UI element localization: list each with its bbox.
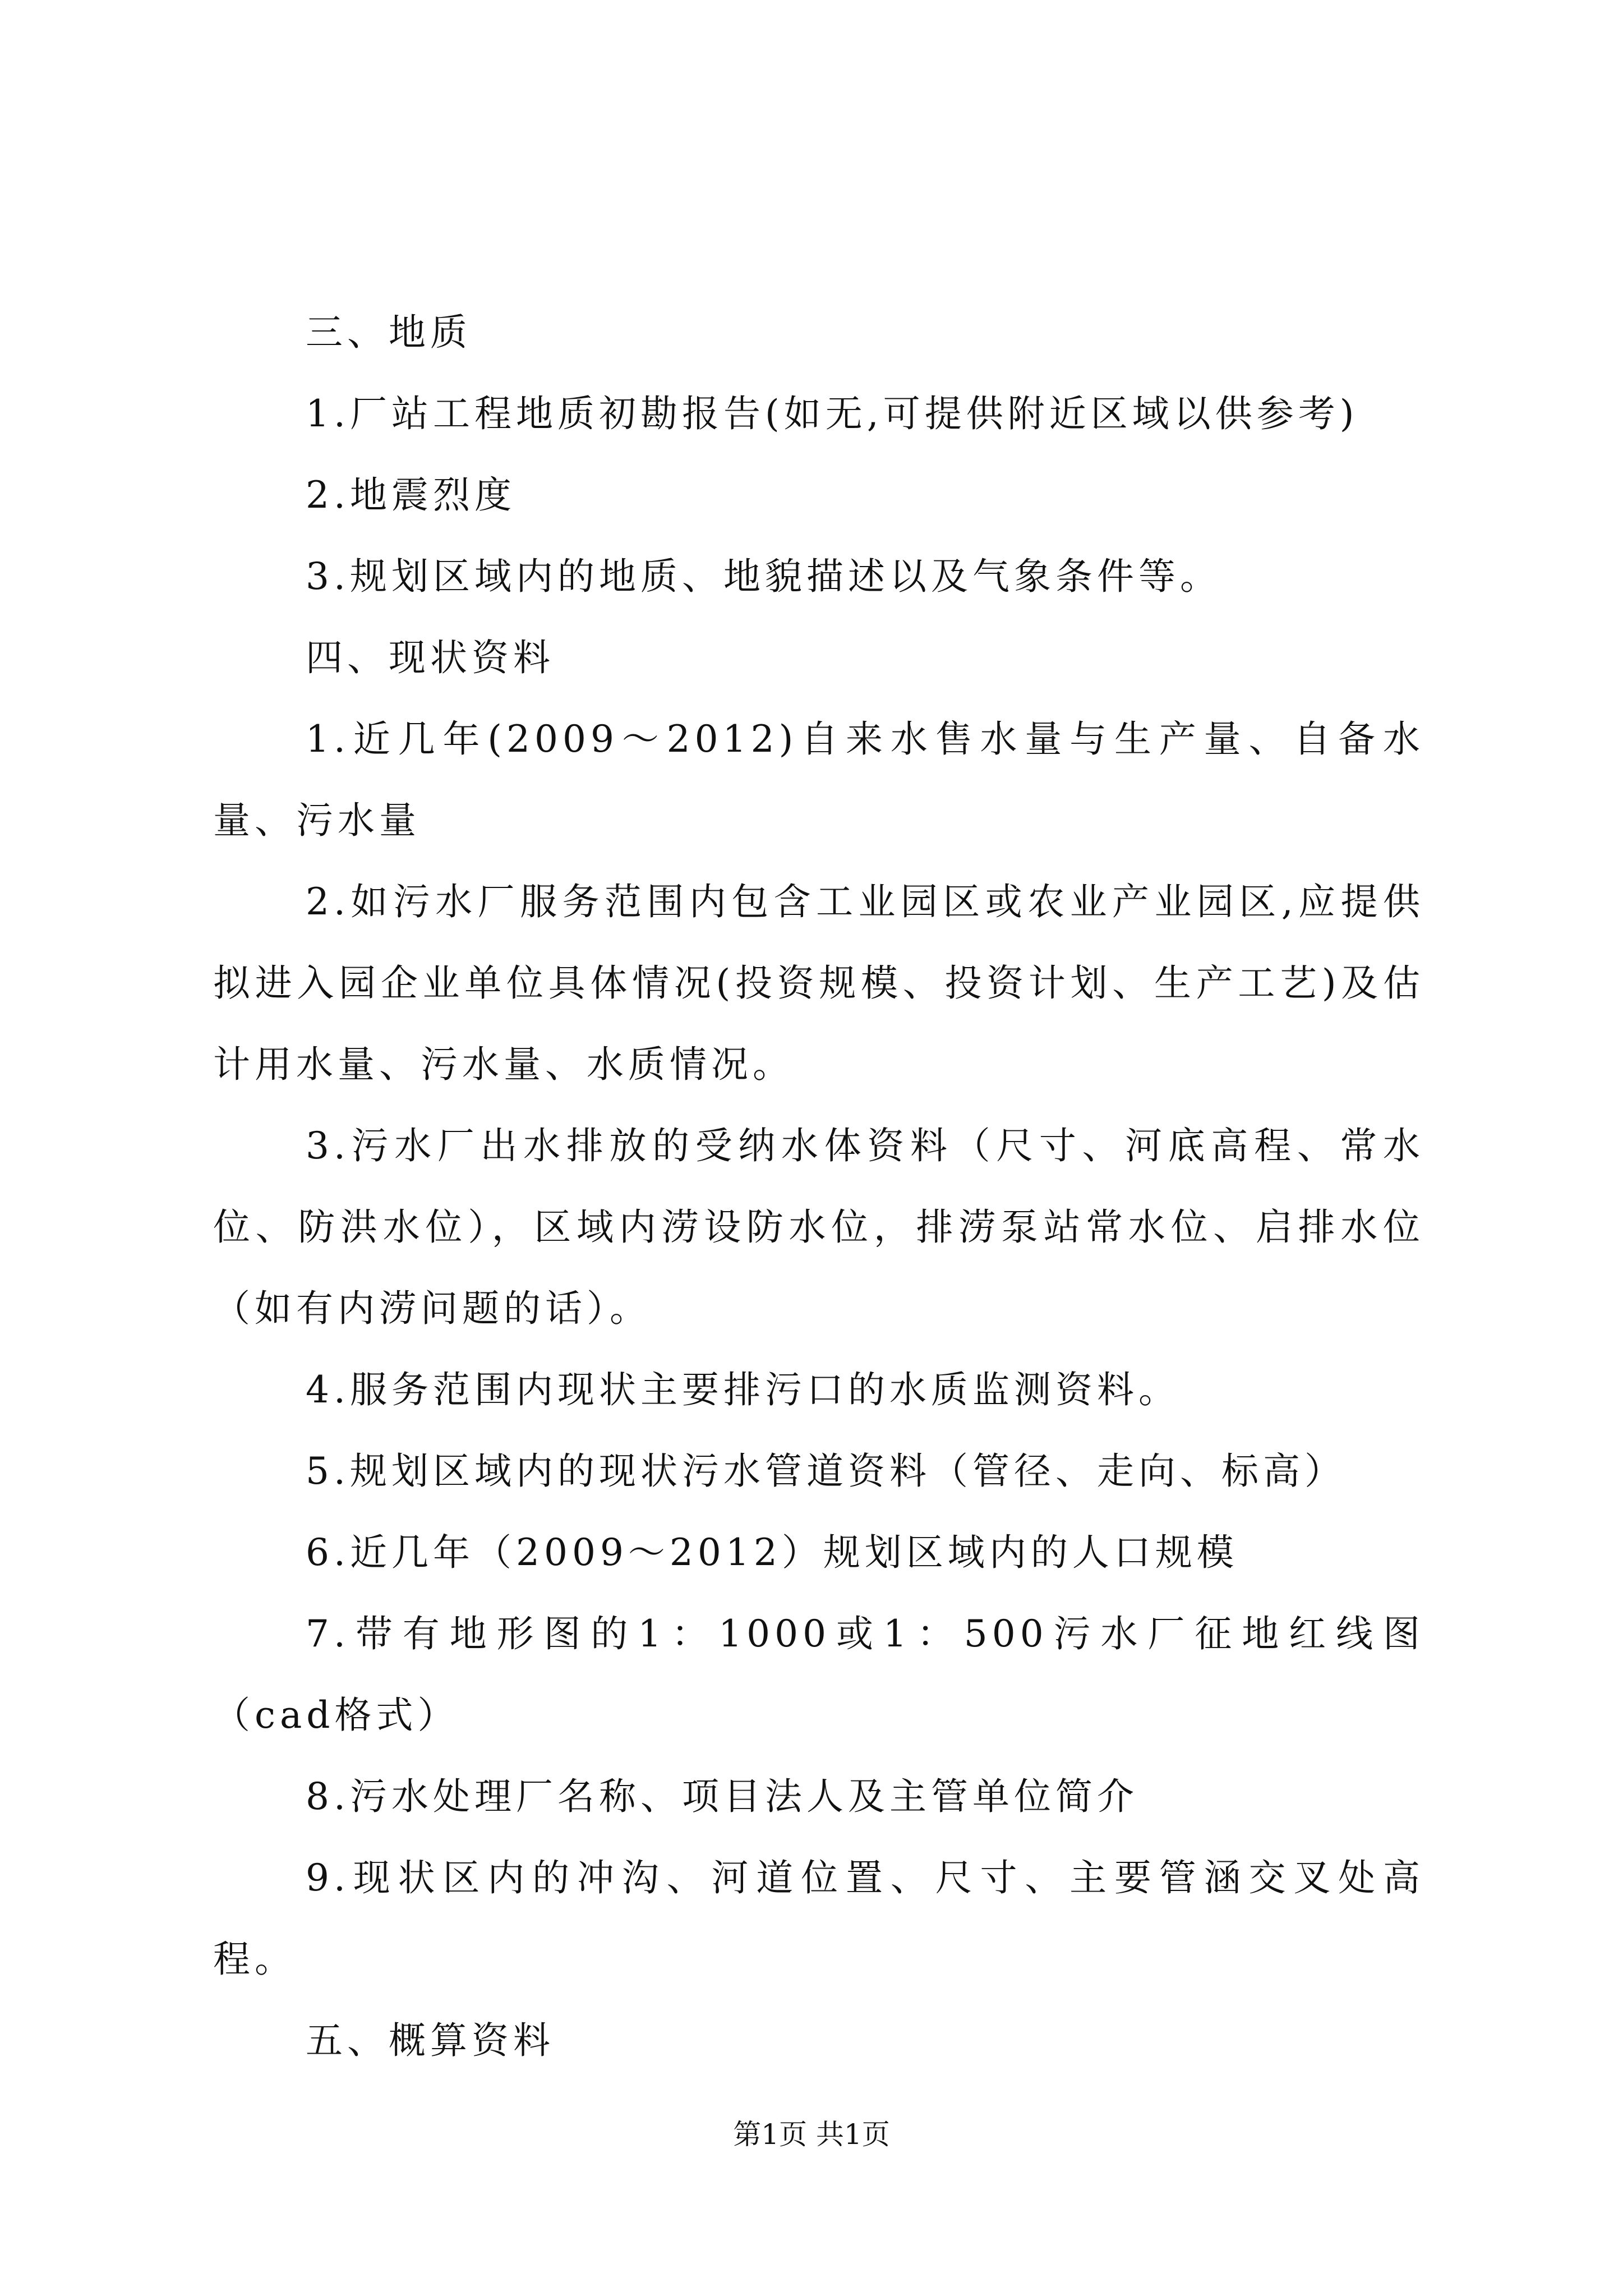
section-heading-budget: 五、概算资料 — [306, 2019, 555, 2062]
list-item: 4.服务范围内现状主要排污口的水质监测资料。 — [306, 1368, 1180, 1411]
section-heading-geology: 三、地质 — [306, 311, 472, 354]
list-item: 7.带有地形图的1：1000或1：500污水厂征地红线图（cad格式） — [213, 1612, 1424, 1737]
list-item: 3.污水厂出水排放的受纳水体资料（尺寸、河底高程、常水位、防洪水位），区域内涝设防水位，排涝泵站常水位、启排水位（如有内涝问题的话）。 — [213, 1124, 1424, 1330]
list-item: 2.如污水厂服务范围内包含工业园区或农业产业园区,应提供拟进入园企业单位具体情况(投资规模、投资计划、生产工艺)及估计用水量、污水量、水质情况。 — [213, 880, 1424, 1086]
list-item: 6.近几年（2009～2012）规划区域内的人口规模 — [306, 1531, 1238, 1574]
list-item: 5.规划区域内的现状污水管道资料（管径、走向、标高） — [306, 1450, 1346, 1493]
list-item: 1.近几年(2009～2012)自来水售水量与生产量、自备水量、污水量 — [213, 717, 1424, 842]
list-item: 1.厂站工程地质初勘报告(如无,可提供附近区域以供参考) — [306, 392, 1359, 435]
list-item: 8.污水处理厂名称、项目法人及主管单位简介 — [306, 1775, 1138, 1818]
list-item: 2.地震烈度 — [306, 473, 516, 517]
page-number-footer: 第1页 共1页 — [733, 2118, 890, 2151]
document-body — [213, 292, 1424, 2081]
list-item: 9.现状区内的冲沟、河道位置、尺寸、主要管涵交叉处高程。 — [213, 1856, 1424, 1981]
list-item: 3.规划区域内的地质、地貌描述以及气象条件等。 — [306, 555, 1221, 598]
section-heading-current-status: 四、现状资料 — [306, 636, 555, 679]
